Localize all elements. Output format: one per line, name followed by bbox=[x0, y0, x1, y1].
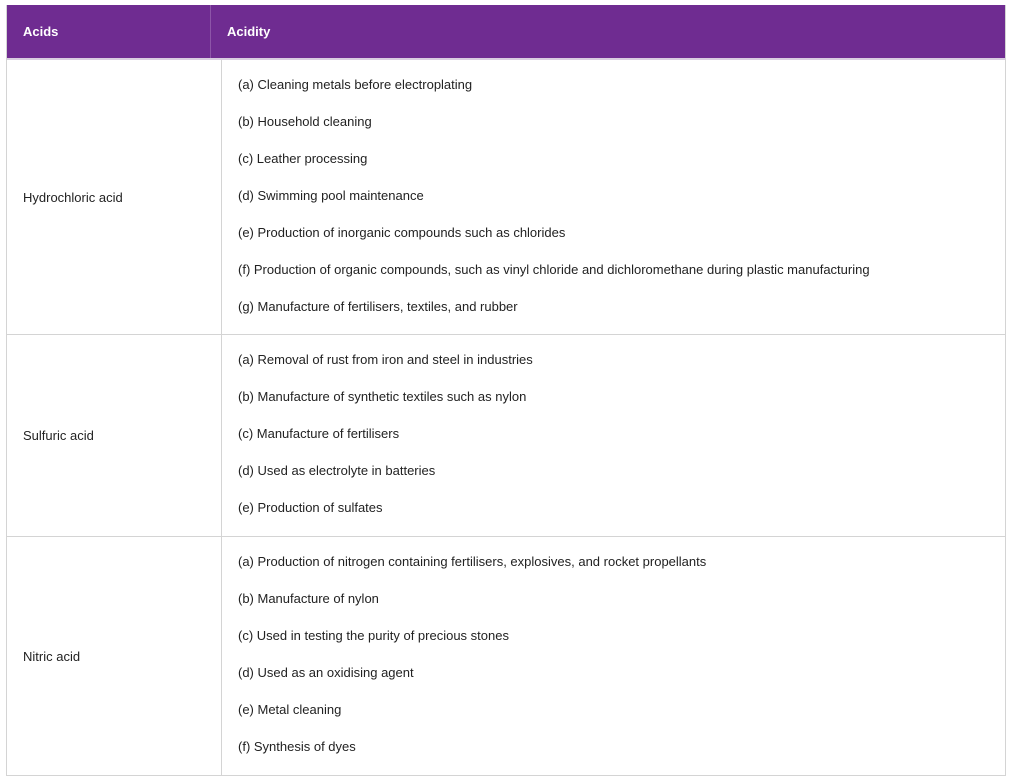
table-row-hydrochloric bbox=[7, 60, 1005, 335]
uses-cell bbox=[222, 60, 1005, 334]
use-item: (f) Synthesis of dyes bbox=[238, 739, 356, 754]
acids-table bbox=[6, 5, 1006, 776]
use-item: (a) Removal of rust from iron and steel in industries bbox=[238, 352, 533, 367]
table-header-row bbox=[7, 5, 1005, 60]
use-item: (d) Used as electrolyte in batteries bbox=[238, 463, 436, 478]
use-item: (c) Used in testing the purity of precious stones bbox=[238, 628, 509, 643]
uses-cell bbox=[222, 335, 1005, 536]
use-item: (b) Manufacture of nylon bbox=[238, 591, 379, 606]
use-item: (e) Production of sulfates bbox=[238, 500, 383, 515]
header-acids: Acids bbox=[7, 5, 211, 58]
use-item: (d) Swimming pool maintenance bbox=[238, 188, 424, 203]
use-item: (g) Manufacture of fertilisers, textiles, and rubber bbox=[238, 299, 518, 314]
acid-name-cell: Hydrochloric acid bbox=[7, 60, 222, 334]
use-item: (a) Cleaning metals before electroplating bbox=[238, 77, 473, 92]
use-item: (e) Metal cleaning bbox=[238, 702, 342, 717]
table-row-sulfuric bbox=[7, 335, 1005, 537]
acid-name-cell: Nitric acid bbox=[7, 537, 222, 775]
use-item: (f) Production of organic compounds, such as vinyl chloride and dichloromethane during plastic manufacturing bbox=[238, 262, 870, 277]
use-item: (c) Manufacture of fertilisers bbox=[238, 426, 400, 441]
use-item: (e) Production of inorganic compounds such as chlorides bbox=[238, 225, 566, 240]
acid-name-cell: Sulfuric acid bbox=[7, 335, 222, 536]
uses-cell bbox=[222, 537, 1005, 775]
use-item: (b) Household cleaning bbox=[238, 114, 372, 129]
use-item: (d) Used as an oxidising agent bbox=[238, 665, 414, 680]
use-item: (a) Production of nitrogen containing fertilisers, explosives, and rocket propellants bbox=[238, 554, 707, 569]
header-acidity: Acidity bbox=[227, 24, 271, 39]
use-item: (b) Manufacture of synthetic textiles such as nylon bbox=[238, 389, 527, 404]
table-row-nitric bbox=[7, 537, 1005, 776]
use-item: (c) Leather processing bbox=[238, 151, 368, 166]
